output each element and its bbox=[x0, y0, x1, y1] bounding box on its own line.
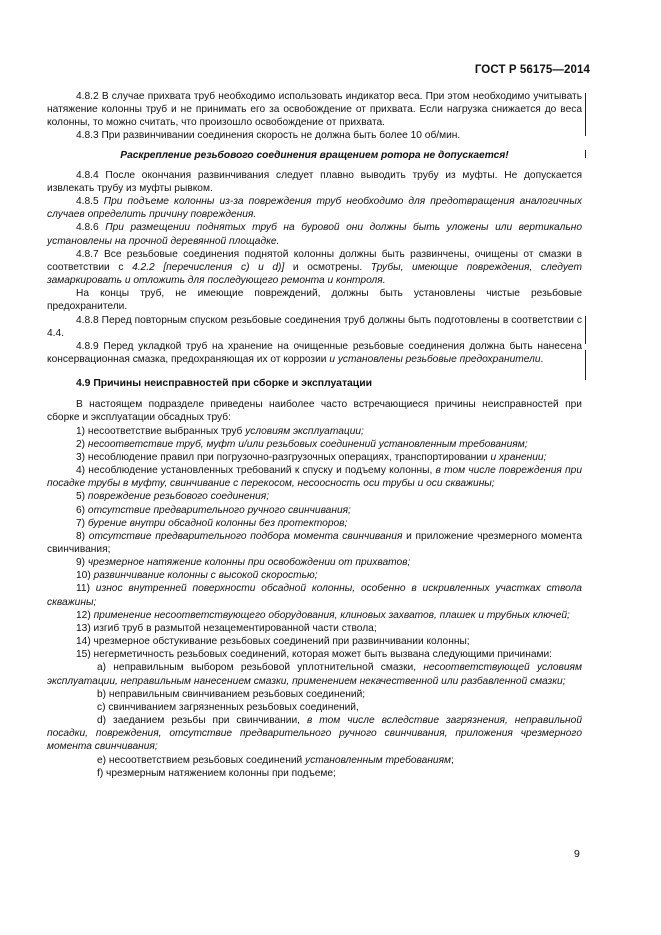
list-item-10 bbox=[47, 569, 582, 582]
plain-text: и осмотрены. bbox=[292, 261, 363, 273]
plain-text: 4.8.9 Перед укладкой труб на хранение на очищенные резьбовые соединения должна быть нанесена консервационная смазка, предохраняющая их от коррозии bbox=[47, 340, 582, 365]
plain-text: 4.8.7 Все резьбовые соединения поднятой колонны должны быть развинчены, очищены от смазки в соответствии с bbox=[47, 248, 582, 273]
list-item-14: 14) чрезмерное обстукивание резьбовых соединений при развинчивании колонны; bbox=[76, 636, 470, 648]
list-item-13: 13) изгиб труб в размытой незацементированной части ствола; bbox=[76, 622, 377, 634]
item-text: 3) несоблюдение правил при погрузочно-разгрузочных операциях, транспортировании bbox=[76, 451, 488, 463]
sub-item-c: c) свинчиванием загрязненных резьбовых соединений, bbox=[97, 701, 359, 713]
italic-text: в том числе вследствие загрязнения, неправильной посадки, повреждения, отсутствие предварительного ручного свинчивания, приложения чрезмерного момента свинчивания; bbox=[47, 715, 582, 753]
italic-text: При подъеме колонны из-за повреждения труб необходимо для предотвращения аналогичных случаев определить причину повреждения. bbox=[47, 196, 582, 221]
list-item-8 bbox=[47, 530, 582, 556]
plain-text: . bbox=[540, 353, 544, 365]
item-text: ; bbox=[451, 754, 454, 766]
italic-text: условиям эксплуатации; bbox=[245, 425, 364, 437]
item-number: 9) bbox=[76, 557, 86, 569]
section-intro: В настоящем подразделе приведены наиболее часто встречающиеся причины неисправностей при сборке и эксплуатации обсадных труб: bbox=[47, 399, 582, 424]
paragraph-4-8-9 bbox=[47, 340, 582, 366]
standard-header: ГОСТ Р 56175—2014 bbox=[474, 64, 590, 76]
list-item-12 bbox=[47, 609, 582, 622]
list-item-4 bbox=[47, 464, 582, 490]
list-item-11 bbox=[47, 582, 582, 608]
paragraph-4-8-7-continued: На концы труб, не имеющие повреждений, должны быть установлены чистые резьбовые предохранители. bbox=[47, 288, 582, 313]
italic-text: установленным требованиям bbox=[305, 754, 452, 766]
item-number: 10) bbox=[76, 570, 91, 582]
change-bar bbox=[585, 150, 586, 158]
italic-text: отсутствие предварительного ручного свинчивания; bbox=[87, 504, 351, 516]
item-text: e) несоответствием резьбовых соединений bbox=[97, 754, 303, 766]
item-text: и приложение чрезмерного момента свинчивания; bbox=[47, 530, 582, 555]
item-number: 12) bbox=[76, 609, 91, 621]
page-number: 9 bbox=[574, 848, 580, 860]
paragraph-number: 4.8.6 bbox=[76, 222, 99, 234]
item-number: 2) bbox=[76, 438, 86, 450]
paragraph-4-8-3: 4.8.3 При развинчивании соединения скорость не должна быть более 10 об/мин. bbox=[76, 130, 461, 142]
item-number: 11) bbox=[76, 583, 90, 595]
item-text: 1) несоответствие выбранных труб bbox=[76, 425, 243, 437]
italic-text: чрезмерное натяжение колонны при освобождении от прихватов; bbox=[87, 557, 411, 569]
list-item-9 bbox=[47, 556, 582, 569]
section-title: 4.9 Причины неисправностей при сборке и эксплуатации bbox=[76, 378, 372, 390]
list-item-6 bbox=[47, 504, 582, 517]
item-number: 5) bbox=[76, 491, 86, 503]
italic-text: износ внутренней поверхности обсадной колонны, особенно в искривленных участках ствола скважины; bbox=[47, 583, 582, 608]
paragraph-4-8-7 bbox=[47, 248, 582, 287]
paragraph-4-8-5 bbox=[47, 195, 582, 221]
clause-reference: 4.2.2 [перечисления с) и d)] bbox=[132, 261, 285, 273]
italic-text: в том числе повреждения при посадке трубы в муфту, свинчивание с перекосом, несоосность оси трубы и оси скважины; bbox=[47, 465, 582, 490]
item-text: 4) несоблюдение установленных требований к спуску и подъему колонны, bbox=[76, 465, 433, 477]
sub-item-b: b) неправильным свинчиванием резьбовых соединений; bbox=[97, 688, 366, 700]
sub-item-d bbox=[47, 714, 582, 753]
item-text: a) неправильным выбором резьбовой уплотнительной смазки, bbox=[97, 662, 417, 674]
italic-text: и установлены резьбовые предохранители bbox=[329, 353, 541, 365]
change-bar bbox=[585, 350, 586, 380]
sub-item-f: f) чрезмерным натяжением колонны при подъеме; bbox=[97, 767, 336, 779]
change-bar bbox=[585, 316, 586, 344]
item-number: 6) bbox=[76, 504, 86, 516]
paragraph-4-8-6 bbox=[47, 221, 582, 247]
italic-text: несоответствующей условиям эксплуатации, неправильным нанесением смазки, применением некачественной или разбавленной смазки; bbox=[47, 662, 582, 687]
italic-text: повреждение резьбового соединения; bbox=[87, 491, 270, 503]
item-number: 7) bbox=[76, 517, 86, 529]
document-body bbox=[47, 90, 582, 780]
item-number: 8) bbox=[76, 530, 86, 542]
warning-text: Раскрепление резьбового соединения вращением ротора не допускается! bbox=[120, 149, 509, 161]
list-item-15: 15) негерметичность резьбовых соединений, которая может быть вызвана следующими причинами: bbox=[76, 649, 553, 661]
sub-item-a bbox=[47, 661, 582, 687]
item-text: d) заеданием резьбы при свинчивании, bbox=[97, 715, 301, 727]
italic-text: отсутствие предварительного подбора момента свинчивания bbox=[88, 530, 403, 542]
sub-item-e bbox=[47, 754, 582, 767]
paragraph-number: 4.8.5 bbox=[76, 196, 99, 208]
paragraph-4-8-8: 4.8.8 Перед повторным спуском резьбовые соединения труб должны быть подготовлены в соответствии с 4.4. bbox=[47, 314, 582, 339]
italic-text: применение несоответствующего оборудования, клиновых захватов, плашек и трубных ключей; bbox=[93, 609, 570, 621]
paragraph-4-8-4: 4.8.4 После окончания развинчивания следует плавно выводить трубу из муфты. Не допускается извлекать трубу из муфты рывком. bbox=[47, 169, 582, 194]
italic-text: бурение внутри обсадной колонны без протекторов; bbox=[87, 517, 348, 529]
list-item-3 bbox=[47, 451, 582, 464]
list-item-7 bbox=[47, 517, 582, 530]
paragraph-4-8-2: 4.8.2 В случае прихвата труб необходимо использовать индикатор веса. При этом необходимо учитывать натяжение колонны труб и не принимать его за освобождение от прихвата. Если нагрузка снижается до веса колонны, то можно считать, что произошло освобождение от прихвата. bbox=[47, 91, 582, 129]
italic-text: развинчивание колонны с высокой скоростью; bbox=[93, 570, 318, 582]
italic-text: и хранении; bbox=[490, 451, 547, 463]
list-item-2 bbox=[47, 438, 582, 451]
change-bar bbox=[585, 93, 586, 136]
italic-text: При размещении поднятых труб на буровой они должны быть уложены или вертикально установлены на прочной деревянной площадке. bbox=[47, 222, 582, 247]
list-item-5 bbox=[47, 490, 582, 503]
italic-text: Трубы, имеющие повреждения, следует замаркировать и отложить для последующего ремонта и контроля. bbox=[47, 261, 582, 287]
list-item-1 bbox=[47, 425, 582, 438]
italic-text: несоответствие труб, муфт и/или резьбовых соединений установленным требованиям; bbox=[87, 438, 528, 450]
